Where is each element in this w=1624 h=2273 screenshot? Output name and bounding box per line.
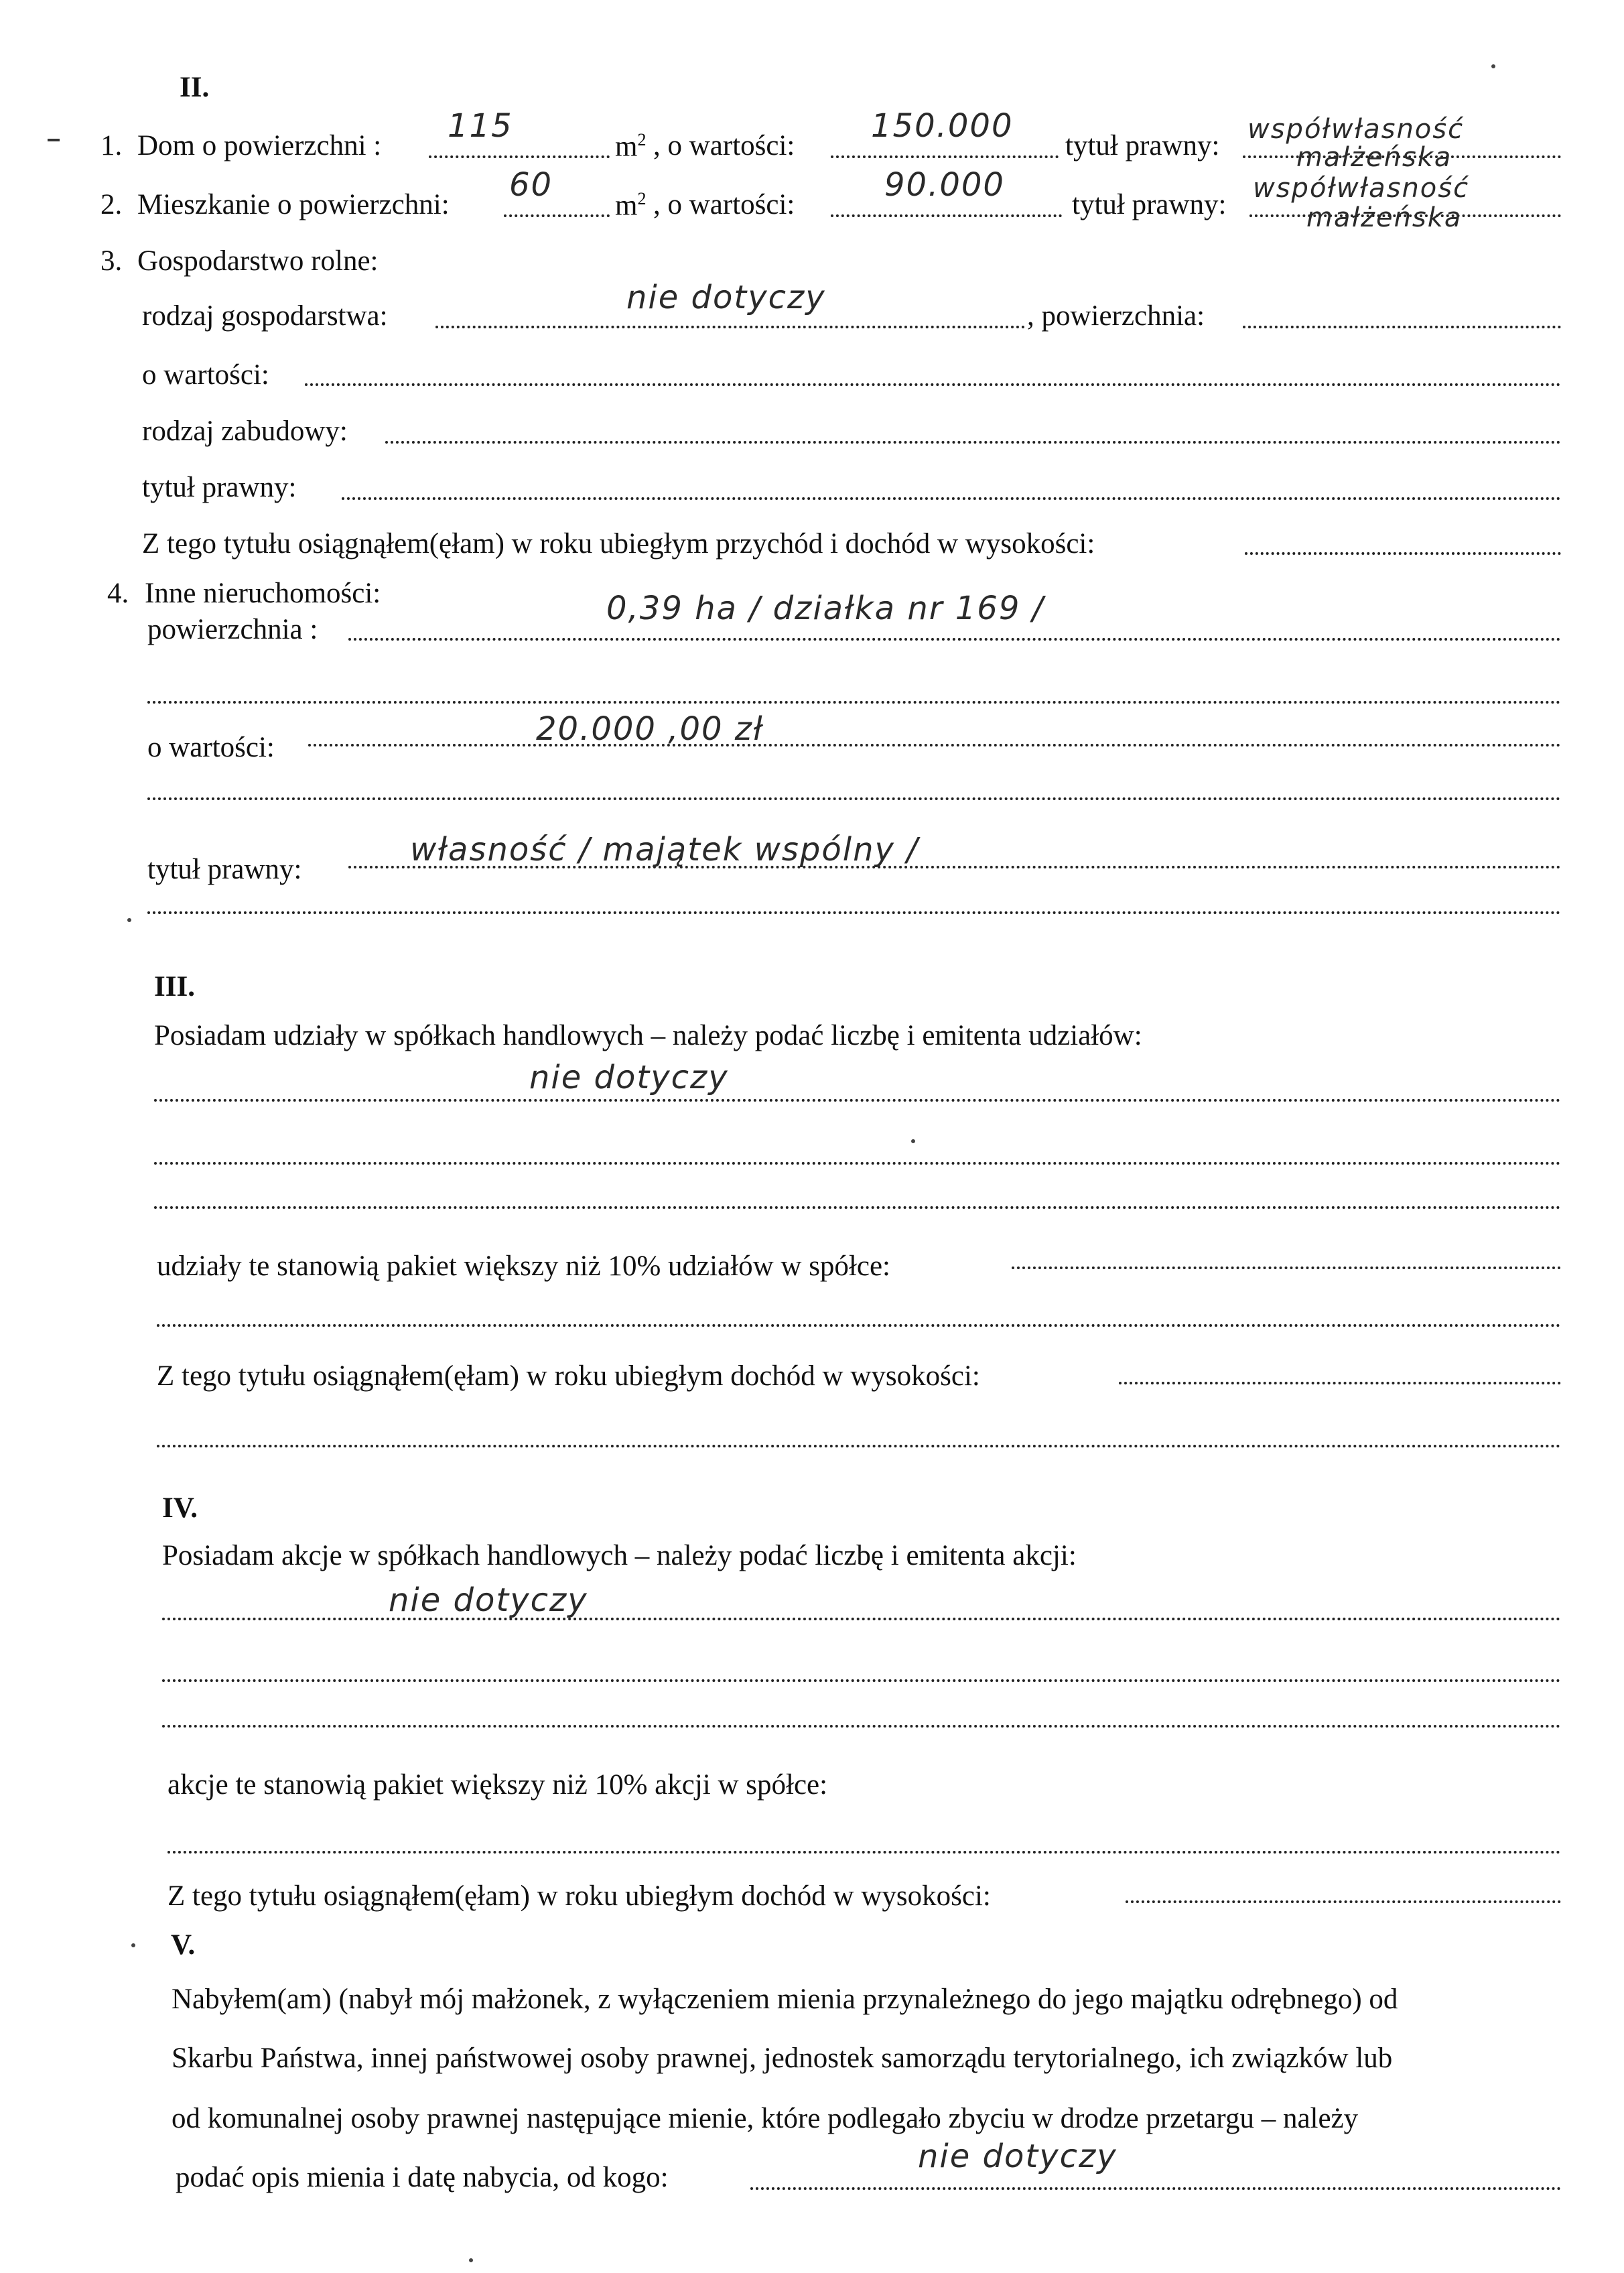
gosp-area-line bbox=[1243, 326, 1561, 328]
gosp-income-line bbox=[1245, 552, 1561, 555]
inne-value-line-2 bbox=[147, 797, 1561, 800]
inne-title-value: własność / majątek wspólny / bbox=[410, 831, 919, 868]
dom-value-label: , o wartości: bbox=[653, 130, 795, 161]
dom-unit: $m^2$ bbox=[615, 130, 647, 163]
dom-value-line bbox=[831, 155, 1059, 158]
gosp-type-value: nie dotyczy bbox=[626, 279, 826, 316]
s5-line-3: od komunalnej osoby prawnej następujące mienie, które podlegało zbyciu w drodze przetargu – należy bbox=[172, 2103, 1359, 2134]
gosp-area-label: , powierzchnia: bbox=[1027, 300, 1205, 332]
dom-number: 1. bbox=[100, 130, 123, 161]
dom-area-value: 115 bbox=[448, 107, 513, 145]
gosp-type-label: rodzaj gospodarstwa: bbox=[142, 300, 388, 332]
s4-income-label: Z tego tytułu osiągnąłem(ęłam) w roku ubiegłym dochód w wysokości: bbox=[167, 1880, 991, 1912]
scan-speck bbox=[131, 1943, 135, 1947]
s3-income-line-2 bbox=[157, 1445, 1561, 1447]
mieszkanie-title-label: tytuł prawny: bbox=[1072, 189, 1227, 220]
s3-income-label: Z tego tytułu osiągnąłem(ęłam) w roku ubiegłym dochód w wysokości: bbox=[157, 1360, 980, 1392]
section-v-heading: V. bbox=[171, 1929, 196, 1961]
scan-speck bbox=[1491, 64, 1495, 68]
mieszkanie-title-value-1: współwłasność bbox=[1253, 173, 1470, 204]
s3-income-line bbox=[1119, 1382, 1561, 1384]
s5-line-2: Skarbu Państwa, innej państwowej osoby prawnej, jednostek samorządu terytorialnego, ich związków lub bbox=[172, 2042, 1393, 2074]
margin-mark bbox=[48, 139, 60, 141]
s3-pakiet-line-2 bbox=[157, 1324, 1561, 1327]
s4-intro: Posiadam akcje w spółkach handlowych – należy podać liczbę i emitenta akcji: bbox=[162, 1540, 1077, 1571]
s4-line-3 bbox=[162, 1725, 1561, 1728]
gosp-income-label: Z tego tytułu osiągnąłem(ęłam) w roku ubiegłym przychód i dochód w wysokości: bbox=[142, 528, 1095, 560]
gosp-buildings-line bbox=[385, 441, 1561, 444]
section-ii-heading: II. bbox=[180, 72, 210, 103]
s3-pakiet-line bbox=[1012, 1267, 1561, 1269]
mieszkanie-value-label: , o wartości: bbox=[653, 189, 795, 220]
s3-line-3 bbox=[154, 1206, 1561, 1209]
s3-line-2 bbox=[154, 1162, 1561, 1165]
dom-value-value: 150.000 bbox=[871, 107, 1014, 145]
mieszkanie-value-value: 90.000 bbox=[884, 166, 1005, 204]
inne-label: Inne nieruchomości: bbox=[145, 578, 381, 609]
s5-value-line bbox=[750, 2187, 1561, 2190]
mieszkanie-number: 2. bbox=[100, 189, 123, 220]
mieszkanie-unit: $m^2$ bbox=[615, 189, 647, 222]
section-iv-heading: IV. bbox=[162, 1492, 198, 1524]
scan-speck bbox=[911, 1139, 915, 1143]
s4-income-line bbox=[1126, 1900, 1561, 1903]
dom-area-line bbox=[429, 155, 610, 158]
s5-value: nie dotyczy bbox=[918, 2138, 1118, 2175]
inne-title-label: tytuł prawny: bbox=[147, 854, 302, 885]
inne-value-label: o wartości: bbox=[147, 732, 275, 763]
mieszkanie-area-value: 60 bbox=[509, 166, 553, 204]
dom-title-label: tytuł prawny: bbox=[1065, 130, 1220, 161]
inne-value-value: 20.000 ,00 zł bbox=[536, 710, 764, 748]
s3-pakiet-label: udziały te stanowią pakiet większy niż 10% udziałów w spółce: bbox=[157, 1250, 890, 1282]
s3-line-1 bbox=[154, 1099, 1561, 1102]
gosp-title-line bbox=[342, 497, 1561, 500]
dom-title-value-1: współwłasność bbox=[1247, 114, 1465, 145]
scan-speck bbox=[127, 918, 131, 922]
gosp-number: 3. bbox=[100, 245, 123, 277]
mieszkanie-area-line bbox=[504, 214, 610, 217]
s4-value: nie dotyczy bbox=[389, 1581, 588, 1619]
s4-pakiet-label: akcje te stanowią pakiet większy niż 10% akcji w spółce: bbox=[167, 1769, 828, 1801]
s5-line-4: podać opis mienia i datę nabycia, od kogo: bbox=[176, 2162, 669, 2193]
gosp-label: Gospodarstwo rolne: bbox=[137, 245, 379, 277]
s3-value: nie dotyczy bbox=[529, 1059, 729, 1096]
gosp-type-line bbox=[435, 326, 1025, 328]
inne-area-value: 0,39 ha / działka nr 169 / bbox=[606, 590, 1044, 627]
gosp-title-label: tytuł prawny: bbox=[142, 472, 297, 503]
mieszkanie-area-label: Mieszkanie o powierzchni: bbox=[137, 189, 450, 220]
inne-title-line-2 bbox=[147, 911, 1561, 914]
dom-title-value-2: małżeńska bbox=[1296, 142, 1452, 173]
s4-line-1 bbox=[162, 1618, 1561, 1620]
s4-pakiet-line bbox=[167, 1851, 1561, 1854]
section-iii-heading: III. bbox=[154, 971, 195, 1002]
s4-line-2 bbox=[162, 1679, 1561, 1682]
inne-area-line-2 bbox=[147, 701, 1561, 704]
inne-value-line bbox=[308, 744, 1561, 746]
s5-line-1: Nabyłem(am) (nabył mój małżonek, z wyłączeniem mienia przynależnego do jego majątku odrębnego) od bbox=[172, 1984, 1398, 2015]
inne-area-label: powierzchnia : bbox=[147, 614, 318, 645]
gosp-buildings-label: rodzaj zabudowy: bbox=[142, 415, 348, 447]
s3-intro: Posiadam udziały w spółkach handlowych – należy podać liczbę i emitenta udziałów: bbox=[154, 1020, 1142, 1051]
inne-area-line bbox=[348, 638, 1561, 641]
mieszkanie-value-line bbox=[831, 214, 1062, 217]
scan-speck bbox=[469, 2258, 473, 2262]
gosp-value-label: o wartości: bbox=[142, 359, 269, 391]
gosp-value-line bbox=[305, 383, 1561, 386]
mieszkanie-title-value-2: małżeńska bbox=[1306, 202, 1463, 233]
inne-number: 4. bbox=[107, 578, 129, 609]
dom-area-label: Dom o powierzchni : bbox=[137, 130, 382, 161]
